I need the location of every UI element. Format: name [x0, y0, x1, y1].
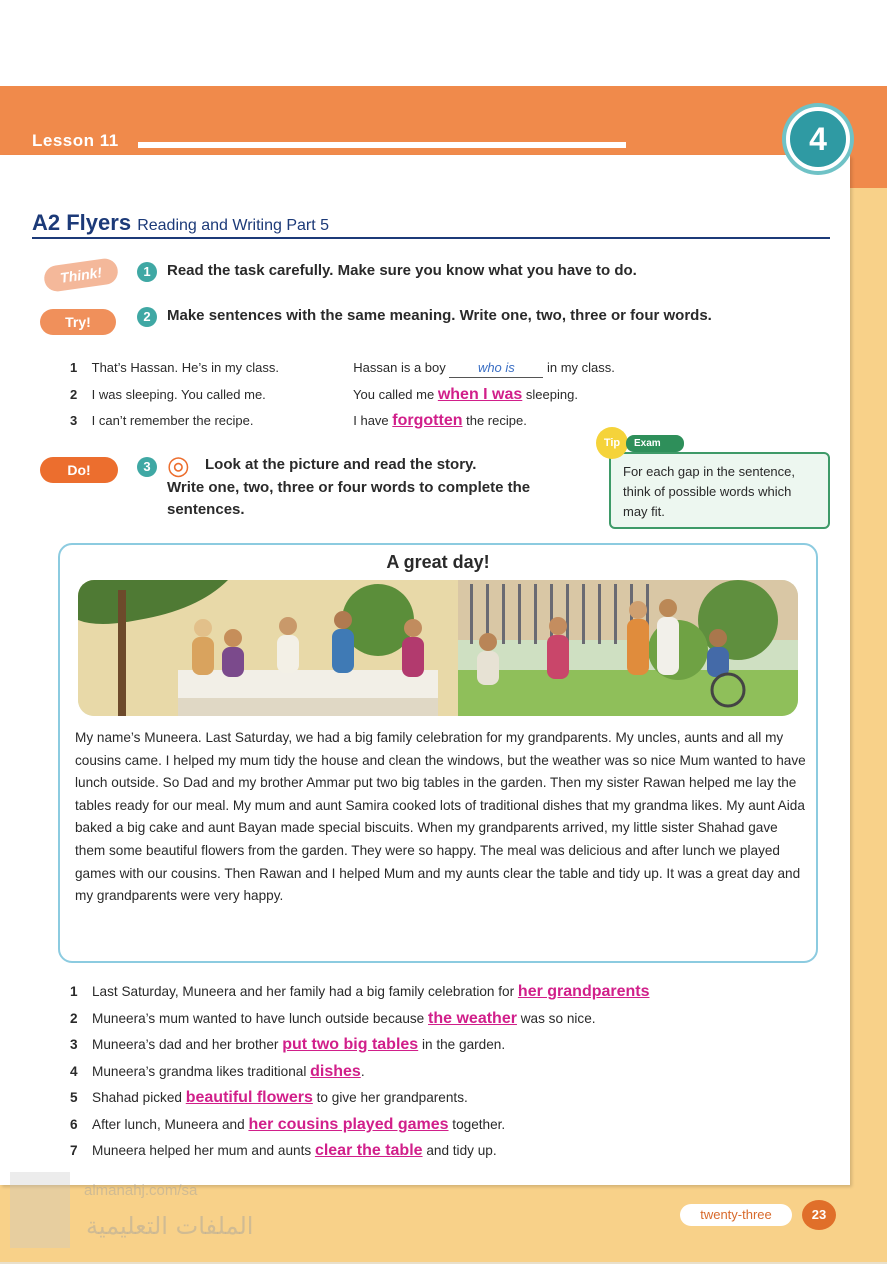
example-after: sleeping.	[525, 387, 578, 402]
question-after: .	[360, 1064, 365, 1079]
page-edge-strip	[846, 188, 887, 1188]
question-answer: her cousins played games	[248, 1116, 449, 1133]
try-tag: Try!	[40, 309, 116, 335]
question-row	[70, 1032, 505, 1058]
step-number: 1	[137, 262, 157, 282]
example-answer: forgotten	[392, 412, 463, 429]
unit-badge: 4	[786, 107, 850, 171]
question-row	[70, 979, 650, 1005]
example-before: I have	[353, 413, 389, 428]
step-instruction: Look at the picture and read the story.	[205, 456, 477, 473]
page-number-word: twenty-three	[680, 1204, 792, 1226]
question-after: to give her grandparents.	[316, 1090, 468, 1105]
question-row	[70, 1006, 596, 1032]
story-text: My name’s Muneera. Last Saturday, we had a big family celebration for my grandparents. My uncles, aunts and all my cousins came. I helped my mum tidy the house and clean the windows, but the weather was so nice Mum wanted to have lunch outside. So Dad and my brother Ammar put two big tables in the garden. Then my sister Rawan helped me lay the tables ready for our meal. My mum and aunt Samira cooked lots of traditional dishes that my grandma likes. My aunt Aida baked a big cake and aunt Bayan made special biscuits. When my grandparents arrived, my little sister Shahad gave them some beautiful flowers from the garden. They were so happy. The meal was delicious and after lunch we played games with our cousins. Then Rawan and I helped Mum and my aunts clear the table and tidy up. It was a great day and my grandparents were very happy.	[75, 730, 806, 904]
example-original: I was sleeping. You called me.	[91, 387, 266, 402]
example-after: the recipe.	[466, 413, 527, 428]
question-before: Muneera’s grandma likes traditional	[92, 1064, 307, 1079]
question-answer: put two big tables	[282, 1036, 419, 1053]
question-row	[70, 1059, 365, 1085]
tip-box	[609, 452, 830, 529]
lesson-rule	[138, 142, 626, 148]
question-after: was so nice.	[520, 1011, 596, 1026]
tip-badge: Tip	[596, 427, 628, 459]
tip-text: For each gap in the sentence, think of possible words which may fit.	[623, 464, 796, 519]
example-number: 1	[70, 360, 78, 375]
think-tag: Think!	[43, 257, 120, 293]
question-answer: her grandparents	[517, 983, 650, 1000]
question-after: and tidy up.	[426, 1143, 497, 1158]
example-before: You called me	[353, 387, 435, 402]
example-after: in my class.	[547, 360, 615, 375]
section-title-sub: Reading and Writing Part 5	[137, 217, 329, 234]
example-original: I can’t remember the recipe.	[91, 413, 254, 428]
garden-party-illustration	[78, 580, 798, 716]
question-after: together.	[452, 1117, 506, 1132]
question-before: Shahad picked	[92, 1090, 182, 1105]
section-title-main: A2 Flyers	[32, 210, 132, 235]
question-number: 1	[70, 984, 78, 999]
step-instruction: Make sentences with the same meaning. Write one, two, three or four words.	[167, 307, 712, 324]
top-margin	[0, 0, 887, 88]
title-rule	[32, 237, 830, 239]
question-before: Last Saturday, Muneera and her family had a big family celebration for	[92, 984, 515, 999]
example-before: Hassan is a boy	[353, 360, 446, 375]
question-before: Muneera’s dad and her brother	[92, 1037, 279, 1052]
example-row	[70, 408, 527, 434]
bottom-edge	[0, 1262, 887, 1282]
question-number: 2	[70, 1011, 78, 1026]
section-title	[32, 210, 329, 236]
question-answer: beautiful flowers	[185, 1089, 313, 1106]
target-icon: ◎	[167, 450, 190, 480]
question-before: After lunch, Muneera and	[92, 1117, 245, 1132]
do-tag: Do!	[40, 457, 118, 483]
watermark-logo	[10, 1172, 70, 1248]
example-original: That’s Hassan. He’s in my class.	[91, 360, 279, 375]
step-instruction-cont: Write one, two, three or four words to complete the sentences.	[167, 479, 531, 518]
example-number: 3	[70, 413, 78, 428]
question-answer: dishes	[310, 1063, 361, 1080]
lesson-label: Lesson 11	[32, 131, 119, 150]
question-before: Muneera helped her mum and aunts	[92, 1143, 312, 1158]
watermark-text: الملفات التعليمية	[86, 1212, 254, 1240]
tip-label: Exam	[626, 435, 684, 452]
question-number: 5	[70, 1090, 78, 1105]
story-illustration	[78, 580, 798, 716]
question-number: 6	[70, 1117, 78, 1132]
page-number: 23	[802, 1200, 836, 1230]
step-instruction: Read the task carefully. Make sure you know what you have to do.	[167, 262, 637, 279]
example-row	[70, 355, 615, 381]
question-row	[70, 1138, 497, 1164]
question-before: Muneera’s mum wanted to have lunch outside because	[92, 1011, 425, 1026]
example-number: 2	[70, 387, 78, 402]
question-after: in the garden.	[421, 1037, 506, 1052]
question-number: 7	[70, 1143, 78, 1158]
watermark-url: almanahj.com/sa	[84, 1182, 198, 1199]
story-title: A great day!	[386, 552, 490, 572]
question-number: 3	[70, 1037, 78, 1052]
question-answer: the weather	[428, 1010, 517, 1027]
step-number: 3	[137, 457, 157, 477]
question-row	[70, 1112, 505, 1138]
step-number: 2	[137, 307, 157, 327]
question-row	[70, 1085, 468, 1111]
example-row	[70, 382, 578, 408]
question-number: 4	[70, 1064, 78, 1079]
example-answer: when I was	[437, 386, 523, 403]
example-answer: who is	[449, 359, 543, 378]
question-answer: clear the table	[314, 1142, 423, 1159]
